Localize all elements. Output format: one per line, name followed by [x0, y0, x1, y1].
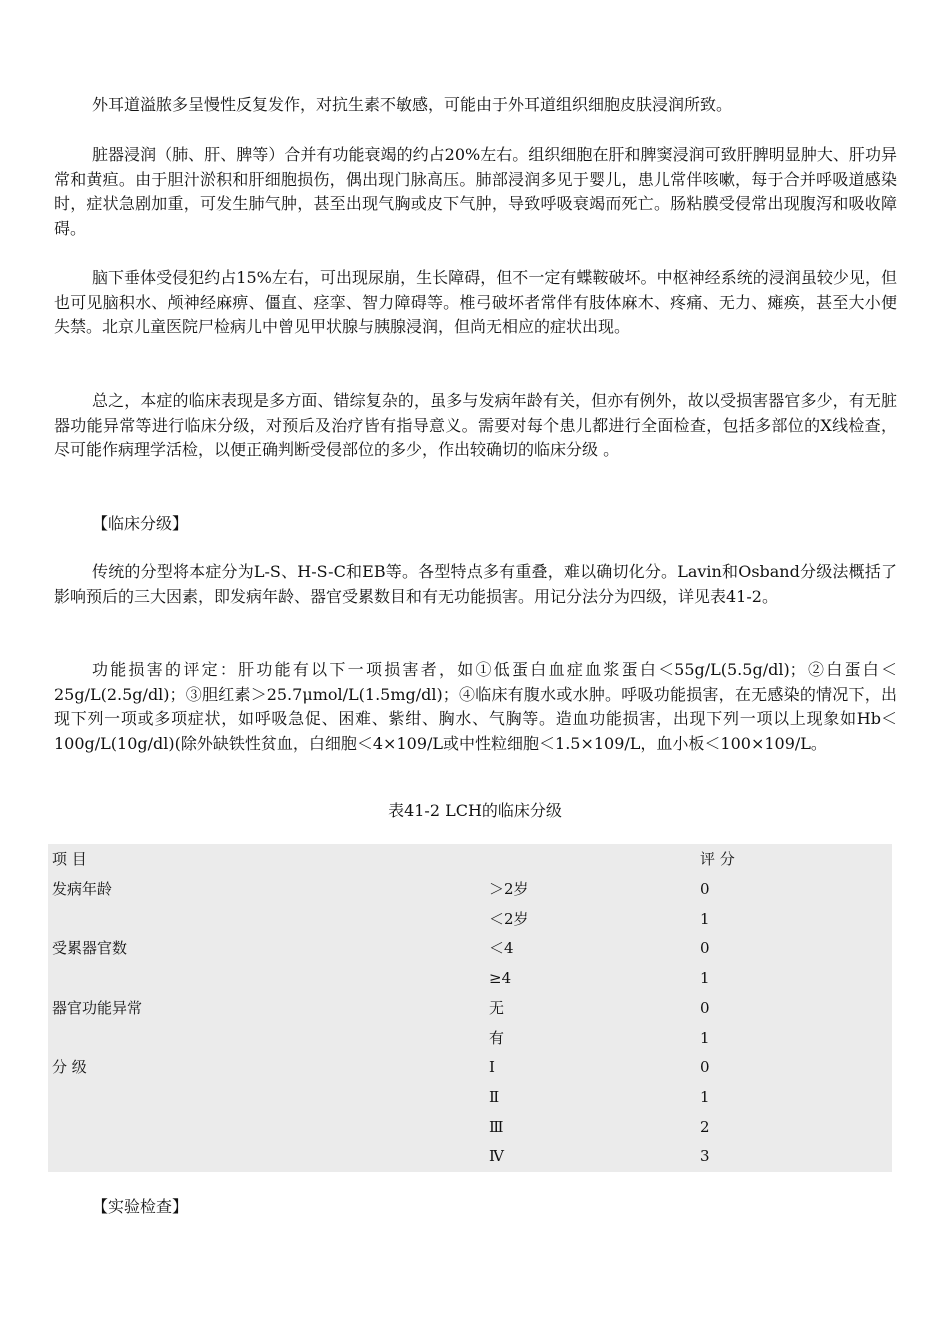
- table-cell-score: 0: [700, 939, 710, 957]
- paragraph-function-damage: 功能损害的评定：肝功能有以下一项损害者，如①低蛋白血症血浆蛋白＜55g/L(5.5g/dl)；②白蛋白＜25g/L(2.5g/dl)；③胆红素＞25.7μmol/L(1.5mg/dl)；④临床有腹水或水肿。呼吸功能损害，在无感染的情况下，出现下列一项或多项症状，如呼吸急促、困难、紫绀、胸水、气胸等。造血功能损害，出现下列一项以上现象如Hb＜100g/L(10g/dl)(除外缺铁性贫血，白细胞＜4×109/L或中性粒细胞＜1.5×109/L，血小板＜100×109/L。: [54, 660, 897, 753]
- table-cell-score: 0: [700, 1058, 710, 1076]
- table-cell-condition: ＜4: [489, 939, 514, 957]
- table-cell-condition: I: [489, 1058, 495, 1076]
- table-cell-score: 2: [700, 1118, 710, 1136]
- paragraph-summary: 总之，本症的临床表现是多方面、错综复杂的，虽多与发病年龄有关，但亦有例外，故以受损害器官多少，有无脏器功能异常等进行临床分级，对预后及治疗皆有指导意义。需要对每个患儿都进行全面检查，包括多部位的X线检查，尽可能作病理学活检，以便正确判断受侵部位的多少，作出较确切的临床分级 。: [54, 391, 897, 459]
- table-cell-condition: ＜2岁: [489, 910, 529, 928]
- table-header-item: 项 目: [52, 850, 87, 868]
- table-cell-score: 0: [700, 880, 710, 898]
- table-cell-condition: Ⅱ: [489, 1088, 500, 1106]
- table-cell-score: 0: [700, 999, 710, 1017]
- table-cell-condition: ＞2岁: [489, 880, 529, 898]
- paragraph-ear-discharge: 外耳道溢脓多呈慢性反复发作，对抗生素不敏感，可能由于外耳道组织细胞皮肤浸润所致。: [92, 95, 733, 114]
- table-cell-condition: 无: [489, 999, 505, 1017]
- table-cell-score: 3: [700, 1147, 710, 1165]
- paragraph-organ-infiltration: 脏器浸润（肺、肝、脾等）合并有功能衰竭的约占20%左右。组织细胞在肝和脾窦浸润可致肝脾明显肿大、肝功异常和黄疸。由于胆汁淤积和肝细胞损伤，偶出现门脉高压。肺部浸润多见于婴儿，患儿常伴咳嗽，每于合并呼吸道感染时，症状急剧加重，可发生肺气肿，甚至出现气胸或皮下气肿，导致呼吸衰竭而死亡。肠粘膜受侵常出现腹泻和吸收障碍。: [54, 145, 897, 238]
- table-caption: 表41-2 LCH的临床分级: [388, 801, 562, 820]
- table-header-score: 评 分: [700, 850, 735, 868]
- heading-clinical-grading: 【临床分级】: [92, 514, 189, 533]
- table-cell-score: 1: [700, 1088, 710, 1106]
- grading-table: [48, 844, 892, 1172]
- table-cell-condition: Ⅳ: [489, 1147, 504, 1165]
- table-cell-score: 1: [700, 1029, 710, 1047]
- table-cell-condition: Ⅲ: [489, 1118, 504, 1136]
- table-cell-score: 1: [700, 910, 710, 928]
- table-cell-item: 发病年龄: [52, 880, 113, 898]
- table-cell-condition: ≥4: [489, 969, 512, 987]
- table-cell-condition: 有: [489, 1029, 505, 1047]
- table-cell-item: 分 级: [52, 1058, 87, 1076]
- table-cell-item: 受累器官数: [52, 939, 128, 957]
- table-cell-item: 器官功能异常: [52, 999, 143, 1017]
- paragraph-classification: 传统的分型将本症分为L-S、H-S-C和EB等。各型特点多有重叠，难以确切化分。Lavin和Osband分级法概括了影响预后的三大因素，即发病年龄、器官受累数目和有无功能损害。用记分法分为四级，详见表41-2。: [54, 562, 897, 606]
- heading-lab-tests: 【实验检查】: [92, 1197, 189, 1216]
- paragraph-pituitary: 脑下垂体受侵犯约占15%左右，可出现尿崩，生长障碍，但不一定有蝶鞍破坏。中枢神经系统的浸润虽较少见，但也可见脑积水、颅神经麻痹、僵直、痉挛、智力障碍等。椎弓破坏者常伴有肢体麻木、疼痛、无力、瘫痪，甚至大小便失禁。北京儿童医院尸检病儿中曾见甲状腺与胰腺浸润，但尚无相应的症状出现。: [54, 268, 897, 336]
- table-cell-score: 1: [700, 969, 710, 987]
